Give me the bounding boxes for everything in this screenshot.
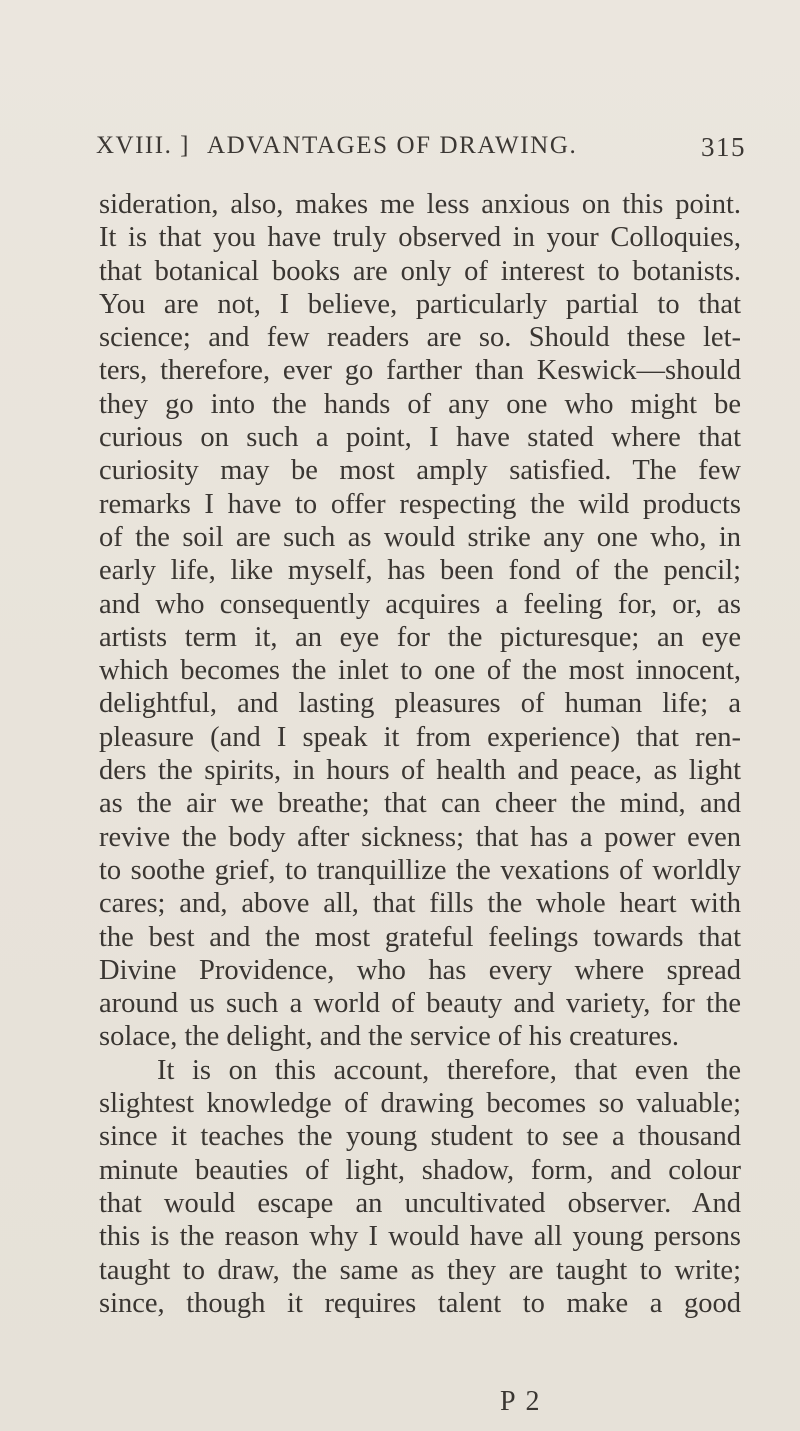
text-line: since, though it requires talent to make a good xyxy=(99,1287,741,1319)
text-line: remarks I have to offer respecting the wild products xyxy=(99,488,741,520)
text-line: solace, the delight, and the service of his creatures. xyxy=(99,1021,680,1053)
running-title: ADVANTAGES OF DRAWING. xyxy=(207,132,578,159)
text-line: slightest knowledge of drawing becomes so valuable; xyxy=(99,1088,741,1120)
text-line: taught to draw, the same as they are taught to write; xyxy=(99,1254,741,1286)
text-line: cares; and, above all, that fills the whole heart with xyxy=(99,888,741,920)
text-line: as the air we breathe; that can cheer the mind, and xyxy=(99,788,741,820)
text-line: that would escape an uncultivated observer. And xyxy=(99,1187,741,1219)
text-line: and who consequently acquires a feeling for, or, as xyxy=(99,588,741,620)
text-line: that botanical books are only of interest to botanists. xyxy=(99,255,741,287)
text-line: curious on such a point, I have stated where that xyxy=(99,422,741,454)
text-line: around us such a world of beauty and variety, for the xyxy=(99,988,741,1020)
text-line: which becomes the inlet to one of the most innocent, xyxy=(99,655,741,687)
text-line: since it teaches the young student to see a thousand xyxy=(99,1121,741,1153)
text-line: curiosity may be most amply satisfied. The few xyxy=(99,455,741,487)
text-line: ters, therefore, ever go farther than Keswick—should xyxy=(99,355,741,387)
text-line: revive the body after sickness; that has a power even xyxy=(99,821,741,853)
text-line: ders the spirits, in hours of health and peace, as light xyxy=(99,755,741,787)
text-line: It is that you have truly observed in your Colloquies, xyxy=(99,222,741,254)
body-text xyxy=(99,188,741,1320)
text-line: pleasure (and I speak it from experience) that ren- xyxy=(99,721,741,753)
text-line: delightful, and lasting pleasures of human life; a xyxy=(99,688,741,720)
text-line: the best and the most grateful feelings towards that xyxy=(99,921,741,953)
signature-mark: P 2 xyxy=(500,1386,542,1417)
text-line: to soothe grief, to tranquillize the vexations of worldly xyxy=(99,854,741,886)
text-line: of the soil are such as would strike any one who, in xyxy=(99,521,741,553)
text-line: Divine Providence, who has every where spread xyxy=(99,954,741,986)
running-head xyxy=(96,132,746,172)
text-line: this is the reason why I would have all young persons xyxy=(99,1221,741,1253)
text-line: sideration, also, makes me less anxious on this point. xyxy=(99,189,741,220)
text-line: early life, like myself, has been fond of the pencil; xyxy=(99,555,741,587)
text-line: science; and few readers are so. Should these let- xyxy=(99,322,741,354)
page-number: 315 xyxy=(701,132,746,162)
text-line: You are not, I believe, particularly partial to that xyxy=(99,288,741,320)
text-line: artists term it, an eye for the picturesque; an eye xyxy=(99,621,741,653)
text-line: minute beauties of light, shadow, form, and colour xyxy=(99,1154,741,1186)
text-line: they go into the hands of any one who might be xyxy=(99,388,741,420)
chapter-number: XVIII. ] xyxy=(96,132,190,159)
text-line: It is on this account, therefore, that even the xyxy=(157,1054,741,1086)
